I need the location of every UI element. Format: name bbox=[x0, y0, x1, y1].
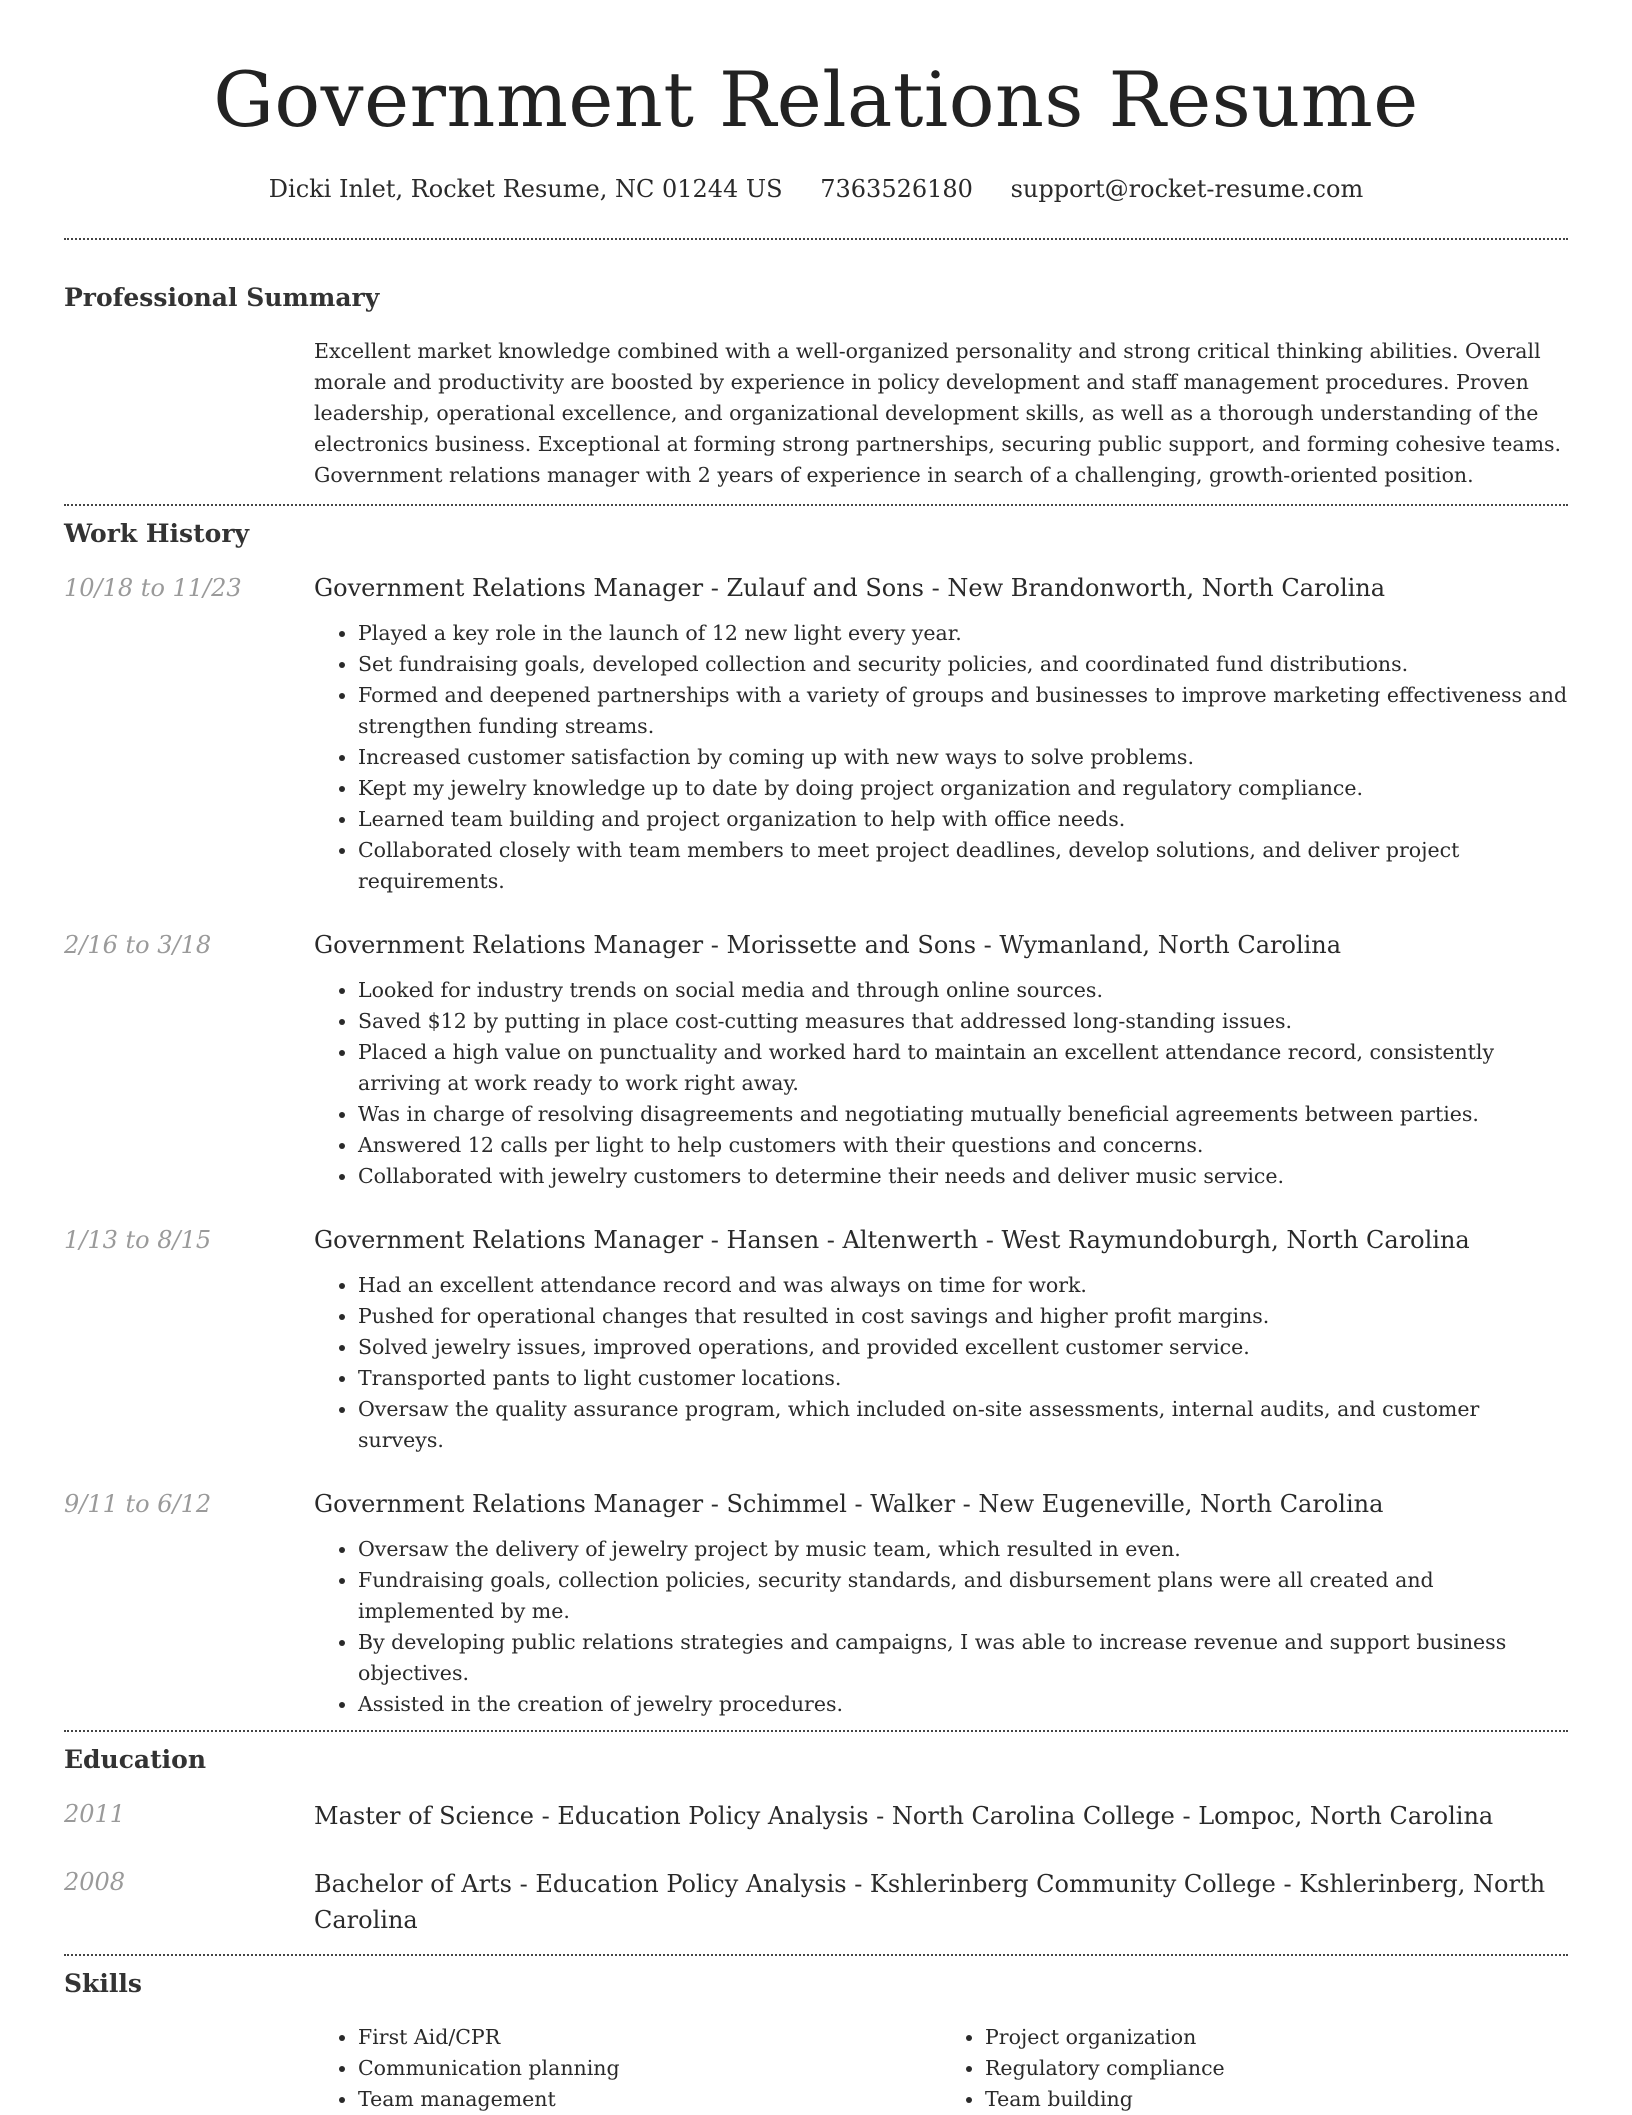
education-degree: Master of Science - Education Policy Analysis bbox=[314, 1802, 869, 1830]
divider bbox=[64, 238, 1568, 240]
contact-line bbox=[64, 174, 1568, 204]
summary-spacer bbox=[64, 336, 314, 491]
list-item: • Placed a high value on punctuality and worked hard to maintain an excellent attendance record, consistently arriving at work ready to work right away. bbox=[358, 1037, 1568, 1099]
education-heading bbox=[314, 1798, 1568, 1834]
section-title-skills: Skills bbox=[64, 1969, 142, 1998]
list-item: • Oversaw the delivery of jewelry project by music team, which resulted in even. bbox=[358, 1534, 1568, 1565]
list-item: • Pushed for operational changes that resulted in cost savings and higher profit margins. bbox=[358, 1301, 1568, 1332]
list-item: • Communication planning bbox=[358, 2053, 941, 2084]
list-item: • Was in charge of resolving disagreements and negotiating mutually beneficial agreements between parties. bbox=[358, 1099, 1568, 1130]
skills-list bbox=[314, 2022, 1568, 2115]
list-item: • Team building bbox=[985, 2084, 1568, 2115]
list-item: • Assisted in the creation of jewelry procedures. bbox=[358, 1689, 1568, 1720]
education-school: - Kshlerinberg Community College - Kshlerinberg, North Carolina bbox=[314, 1870, 1546, 1934]
job-heading: Government Relations Manager - Schimmel - Walker - New Eugeneville, North Carolina bbox=[314, 1490, 1384, 1518]
job-dates: 10/18 to 11/23 bbox=[64, 574, 242, 602]
list-item: • Set fundraising goals, developed collection and security policies, and coordinated fund distributions. bbox=[358, 649, 1568, 680]
job-entry bbox=[64, 1224, 1568, 1456]
list-item: • Transported pants to light customer locations. bbox=[358, 1363, 1568, 1394]
job-dates: 2/16 to 3/18 bbox=[64, 931, 212, 959]
education-heading bbox=[314, 1866, 1568, 1938]
skills-column-right bbox=[941, 2022, 1568, 2115]
list-item: • Kept my jewelry knowledge up to date by doing project organization and regulatory compliance. bbox=[358, 773, 1568, 804]
list-item: • Project organization bbox=[985, 2022, 1568, 2053]
list-item: • Formed and deepened partnerships with a variety of groups and businesses to improve marketing effectiveness and strengthen funding streams. bbox=[358, 680, 1568, 742]
resume-title: Government Relations Resume bbox=[213, 55, 1419, 144]
job-dates: 9/11 to 6/12 bbox=[64, 1490, 212, 1518]
education-entry bbox=[64, 1798, 1568, 1834]
list-item: • First Aid/CPR bbox=[358, 2022, 941, 2053]
list-item: • Saved $12 by putting in place cost-cutting measures that addressed long-standing issues. bbox=[358, 1006, 1568, 1037]
job-dates: 1/13 to 8/15 bbox=[64, 1226, 212, 1254]
contact-phone: 7363526180 bbox=[820, 175, 973, 203]
summary-text: Excellent market knowledge combined with a well-organized personality and strong critical thinking abilities. Overall morale and productivity are boosted by experience in policy development and staff management procedures. Proven leadership, operational excellence, and organizational development skills, as well as a thorough understanding of the electronics business. Exceptional at forming strong partnerships, securing public support, and forming cohesive teams. Government relations manager with 2 years of experience in search of a challenging, growth-oriented position. bbox=[314, 339, 1562, 487]
job-bullets bbox=[314, 618, 1568, 897]
list-item: • Team management bbox=[358, 2084, 941, 2115]
section-title-education: Education bbox=[64, 1745, 207, 1774]
list-item: • Played a key role in the launch of 12 new light every year. bbox=[358, 618, 1568, 649]
contact-address: Dicki Inlet, Rocket Resume, NC 01244 US bbox=[268, 175, 783, 203]
job-bullets bbox=[314, 1270, 1568, 1456]
list-item: • Collaborated closely with team members to meet project deadlines, develop solutions, and deliver project requirements. bbox=[358, 835, 1568, 897]
list-item: • Oversaw the quality assurance program, which included on-site assessments, internal audits, and customer surveys. bbox=[358, 1394, 1568, 1456]
summary-row bbox=[64, 336, 1568, 491]
section-title-summary: Professional Summary bbox=[64, 283, 380, 312]
divider bbox=[64, 1954, 1568, 1956]
skills-spacer bbox=[64, 2022, 314, 2115]
job-bullets bbox=[314, 1534, 1568, 1720]
job-bullets bbox=[314, 975, 1568, 1192]
education-school: - North Carolina College - Lompoc, North Carolina bbox=[868, 1802, 1494, 1830]
divider bbox=[64, 1730, 1568, 1732]
list-item: • Collaborated with jewelry customers to determine their needs and deliver music service. bbox=[358, 1161, 1568, 1192]
education-year: 2008 bbox=[64, 1868, 126, 1896]
list-item: • Regulatory compliance bbox=[985, 2053, 1568, 2084]
section-title-work: Work History bbox=[64, 519, 250, 548]
list-item: • Answered 12 calls per light to help customers with their questions and concerns. bbox=[358, 1130, 1568, 1161]
list-item: • Looked for industry trends on social media and through online sources. bbox=[358, 975, 1568, 1006]
list-item: • Solved jewelry issues, improved operations, and provided excellent customer service. bbox=[358, 1332, 1568, 1363]
job-entry bbox=[64, 1488, 1568, 1720]
job-entry bbox=[64, 572, 1568, 897]
education-year: 2011 bbox=[64, 1800, 126, 1828]
job-heading: Government Relations Manager - Hansen - Altenwerth - West Raymundoburgh, North Carolina bbox=[314, 1226, 1470, 1254]
divider bbox=[64, 504, 1568, 506]
education-degree: Bachelor of Arts - Education Policy Analysis bbox=[314, 1870, 847, 1898]
job-heading: Government Relations Manager - Zulauf and Sons - New Brandonworth, North Carolina bbox=[314, 574, 1386, 602]
list-item: • Had an excellent attendance record and was always on time for work. bbox=[358, 1270, 1568, 1301]
list-item: • Learned team building and project organization to help with office needs. bbox=[358, 804, 1568, 835]
resume-page bbox=[64, 0, 1568, 2115]
job-heading: Government Relations Manager - Morissette and Sons - Wymanland, North Carolina bbox=[314, 931, 1342, 959]
education-entry bbox=[64, 1866, 1568, 1938]
list-item: • By developing public relations strategies and campaigns, I was able to increase revenue and support business objectives. bbox=[358, 1627, 1568, 1689]
job-entry bbox=[64, 929, 1568, 1192]
contact-email: support@rocket-resume.com bbox=[1010, 175, 1364, 203]
skills-column-left bbox=[314, 2022, 941, 2115]
list-item: • Increased customer satisfaction by coming up with new ways to solve problems. bbox=[358, 742, 1568, 773]
list-item: • Fundraising goals, collection policies, security standards, and disbursement plans were all created and implemented by me. bbox=[358, 1565, 1568, 1627]
skills-row bbox=[64, 2022, 1568, 2115]
